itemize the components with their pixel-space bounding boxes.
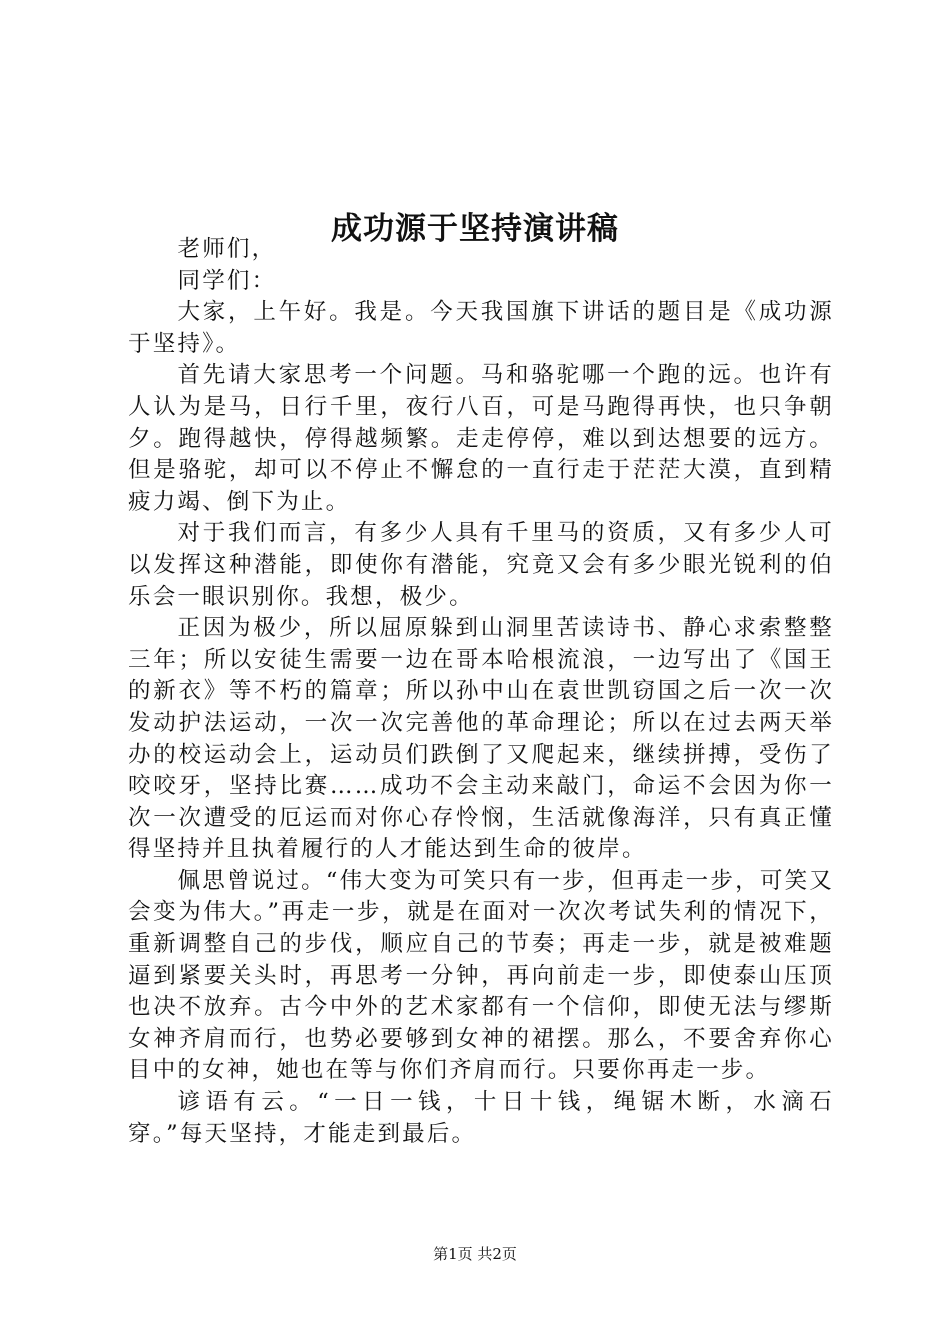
document-body bbox=[128, 234, 834, 1150]
paragraph-examples: 正因为极少，所以屈原躲到山洞里苦读诗书、静心求索整整三年；所以安徒生需要一边在哥本哈根流浪，一边写出了《国王的新衣》等不朽的篇章；所以孙中山在袁世凯窃国之后一次一次发动护法运动，一次一次完善他的革命理论；所以在过去两天举办的校运动会上，运动员们跌倒了又爬起来，继续拼搏，受伤了咬咬牙，坚持比赛……成功不会主动来敲门，命运不会因为你一次一次遭受的厄运而对你心存怜悯，生活就像海洋，只有真正懂得坚持并且执着履行的人才能达到生命的彼岸。 bbox=[128, 615, 834, 863]
paragraph-proverb: 谚语有云。“一日一钱，十日十钱，绳锯木断，水滴石穿。”每天坚持，才能走到最后。 bbox=[128, 1089, 834, 1147]
page-number-footer: 第1页 共2页 bbox=[433, 1245, 517, 1263]
salutation-teachers: 老师们， bbox=[177, 236, 277, 262]
paragraph-greeting: 大家，上午好。我是。今天我国旗下讲话的题目是《成功源于坚持》。 bbox=[128, 299, 834, 357]
salutation-students: 同学们： bbox=[177, 267, 277, 294]
document-title: 成功源于坚持演讲稿 bbox=[331, 210, 619, 247]
paragraph-one-more-step: 佩思曾说过。“伟大变为可笑只有一步，但再走一步，可笑又会变为伟大。”再走一步，就是在面对一次次考试失利的情况下，重新调整自己的步伐，顺应自己的节奏；再走一步，就是被难题逼到紧要关头时，再思考一分钟，再向前走一步，即使泰山压顶也决不放弃。古今中外的艺术家都有一个信仰，即使无法与缪斯女神齐肩而行，也势必要够到女神的裙摆。那么，不要舍弃你心目中的女神，她也在等与你们齐肩而行。只要你再走一步。 bbox=[128, 867, 834, 1084]
paragraph-horse-camel: 首先请大家思考一个问题。马和骆驼哪一个跑的远。也许有人认为是马，日行千里，夜行八百，可是马跑得再快，也只争朝夕。跑得越快，停得越频繁。走走停停，难以到达想要的远方。但是骆驼，却可以不停止不懈怠的一直行走于茫茫大漠，直到精疲力竭、倒下为止。 bbox=[128, 362, 834, 515]
paragraph-talent: 对于我们而言，有多少人具有千里马的资质，又有多少人可以发挥这种潜能，即使你有潜能，究竟又会有多少眼光锐利的伯乐会一眼识别你。我想，极少。 bbox=[128, 520, 834, 610]
